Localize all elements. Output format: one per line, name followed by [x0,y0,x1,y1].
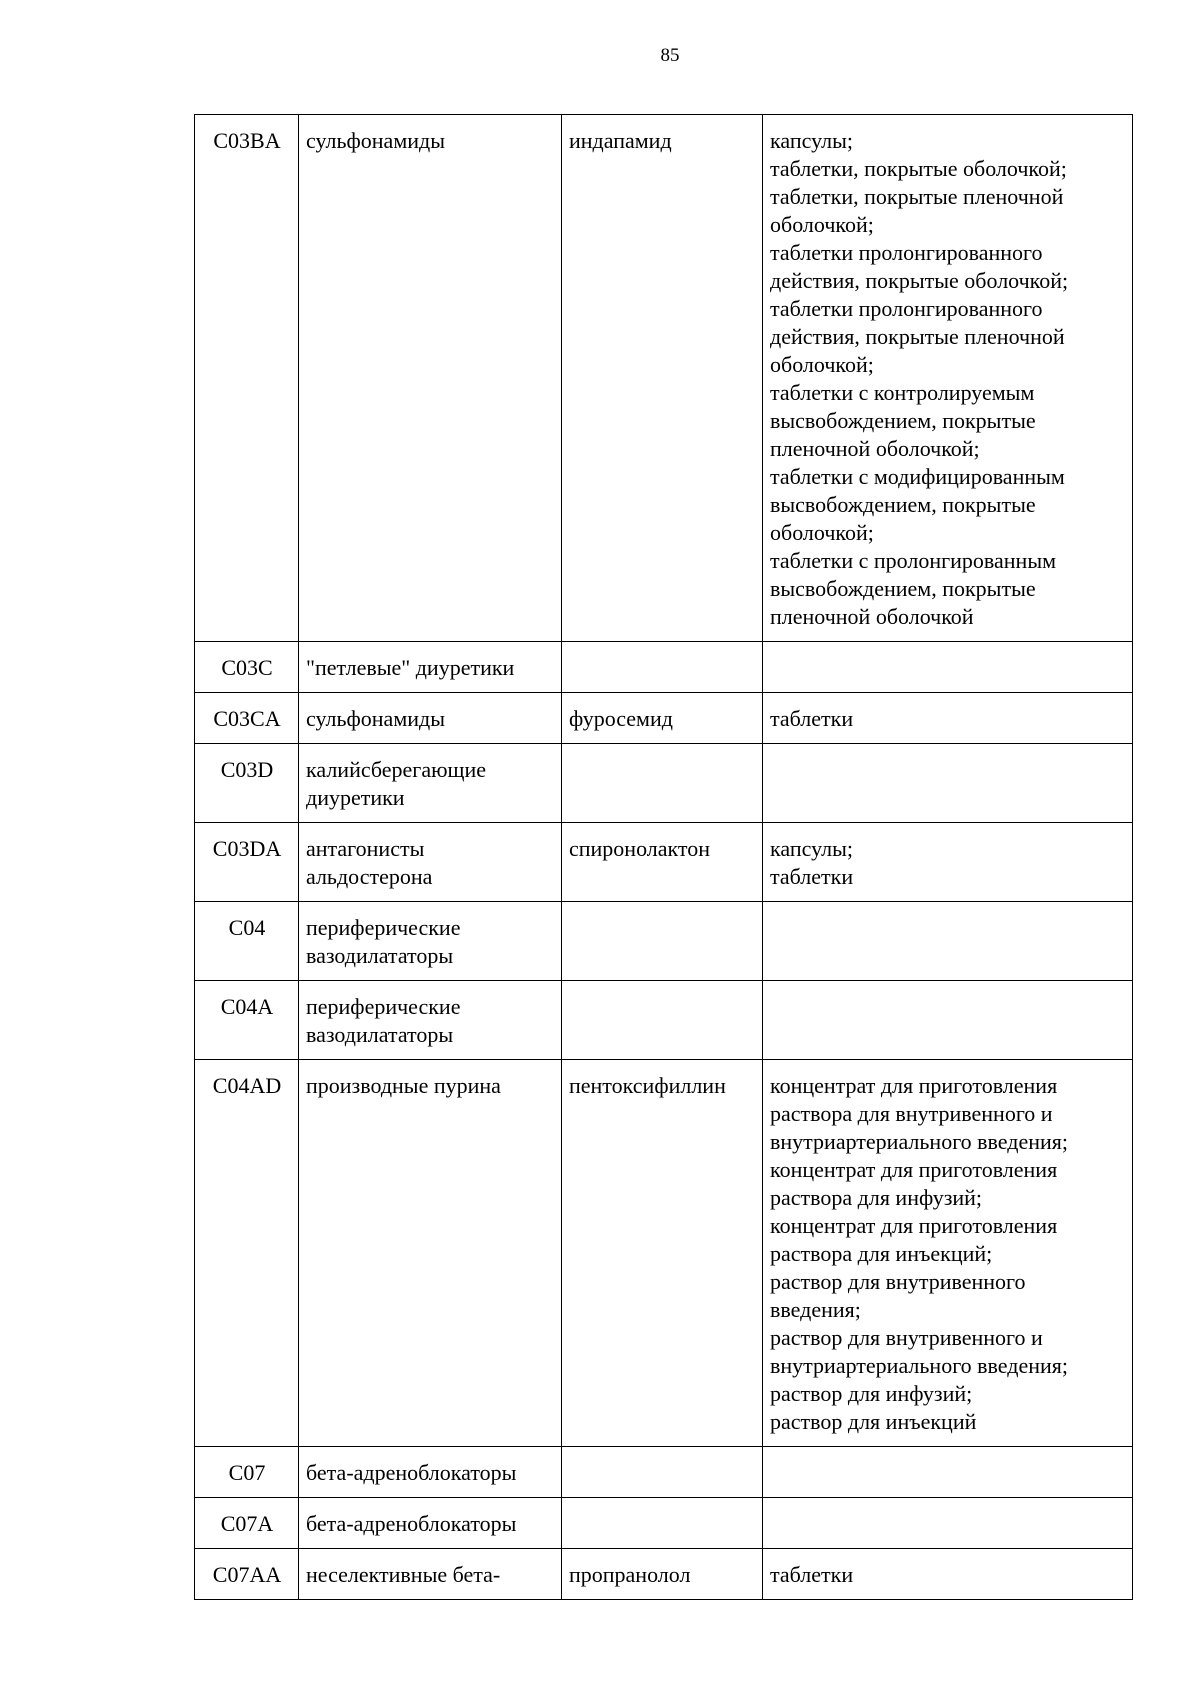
atc-code: C04AD [195,1060,299,1447]
dosage-forms [763,1498,1133,1549]
table-row [195,1447,1133,1498]
drug-name: фуросемид [562,693,763,744]
atc-code: C03C [195,642,299,693]
drug-name [562,902,763,981]
atc-code: C03D [195,744,299,823]
table-row [195,823,1133,902]
drug-name: спиронолактон [562,823,763,902]
drug-name [562,1498,763,1549]
atc-code: C03CA [195,693,299,744]
dosage-forms: концентрат для приготовления раствора для внутривенного и внутриартериального введения; концентрат для приготовления раствора для инфузий; концентрат для приготовления раствора для инъекций; раствор для внутривенного введения; раствор для внутривенного и внутриартериального введения; раствор для инфузий; раствор для инъекций [763,1060,1133,1447]
dosage-forms: таблетки [763,693,1133,744]
page-number: 85 [660,45,680,66]
table-row [195,981,1133,1060]
dosage-forms: таблетки [763,1549,1133,1600]
group-name: "петлевые" диуретики [299,642,562,693]
dosage-forms [763,981,1133,1060]
drug-table [194,114,1133,1600]
group-name: периферические вазодилататоры [299,902,562,981]
group-name: калийсберегающие диуретики [299,744,562,823]
drug-name: индапамид [562,115,763,642]
table-row [195,693,1133,744]
dosage-forms [763,642,1133,693]
table-row [195,744,1133,823]
atc-code: C03BA [195,115,299,642]
group-name: бета-адреноблокаторы [299,1447,562,1498]
table-row [195,1060,1133,1447]
atc-code: C04A [195,981,299,1060]
drug-name [562,642,763,693]
dosage-forms [763,744,1133,823]
atc-code: C03DA [195,823,299,902]
dosage-forms: капсулы; таблетки [763,823,1133,902]
table-row [195,1549,1133,1600]
atc-code: C04 [195,902,299,981]
table-row [195,1498,1133,1549]
drug-name [562,1447,763,1498]
drug-name: пропранолол [562,1549,763,1600]
group-name: неселективные бета- [299,1549,562,1600]
table-row [195,902,1133,981]
drug-name [562,744,763,823]
dosage-forms: капсулы; таблетки, покрытые оболочкой; таблетки, покрытые пленочной оболочкой; таблетки пролонгированного действия, покрытые оболочкой; таблетки пролонгированного действия, покрытые пленочной оболочкой; таблетки с контролируемым высвобождением, покрытые пленочной оболочкой; таблетки с модифицированным высвобождением, покрытые оболочкой; таблетки с пролонгированным высвобождением, покрытые пленочной оболочкой [763,115,1133,642]
group-name: бета-адреноблокаторы [299,1498,562,1549]
drug-name: пентоксифиллин [562,1060,763,1447]
dosage-forms [763,1447,1133,1498]
table-row [195,642,1133,693]
table-row [195,115,1133,642]
dosage-forms [763,902,1133,981]
drug-name [562,981,763,1060]
group-name: периферические вазодилататоры [299,981,562,1060]
atc-code: C07 [195,1447,299,1498]
group-name: сульфонамиды [299,693,562,744]
atc-code: C07AA [195,1549,299,1600]
group-name: антагонисты альдостерона [299,823,562,902]
atc-code: C07A [195,1498,299,1549]
group-name: производные пурина [299,1060,562,1447]
group-name: сульфонамиды [299,115,562,642]
